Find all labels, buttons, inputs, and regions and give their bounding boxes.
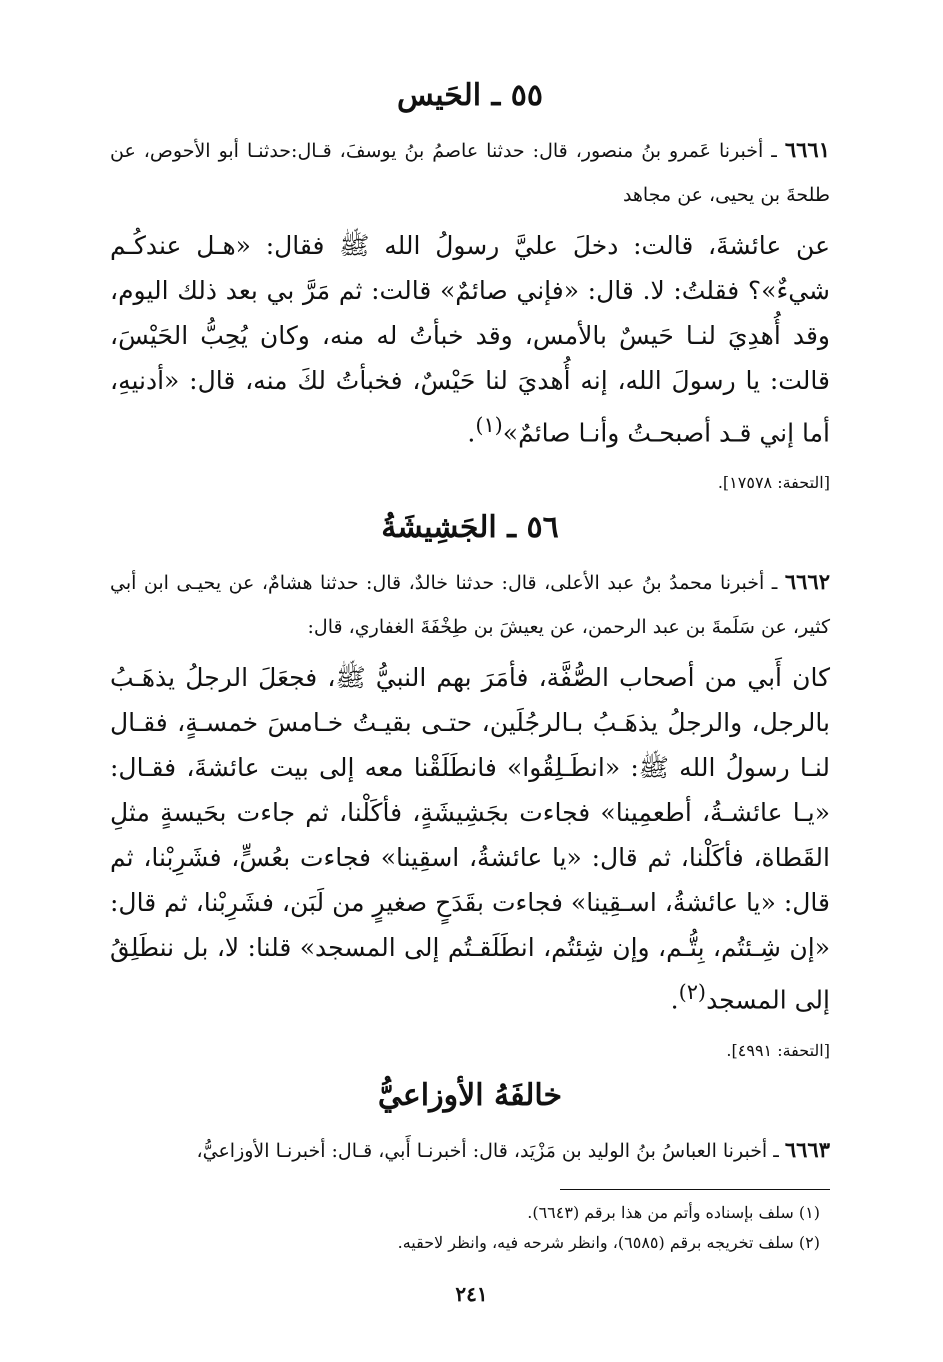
hadith-number: ٦٦٦٣ [784,1136,830,1162]
chapter-separator: ـ [507,510,517,546]
hadith-6662-isnad [110,560,830,649]
footnote-marker: (٢) [798,1232,820,1252]
tuhfa-reference-6661: [التحفة: ١٧٥٧٨]. [717,473,830,493]
chapter-heading-56 [110,510,830,546]
chapter-title: الجَشِيشَةُ [381,510,497,546]
sentence-end: . [670,985,679,1015]
chapter-number: ٥٦ [526,510,559,546]
hadith-6662-text [110,655,830,1022]
chapter-title: الحَيس [396,78,482,113]
hadith-6661-isnad [110,128,830,217]
chapter-separator: ـ [491,78,501,113]
footnote-divider [560,1189,830,1190]
footnote-marker[interactable]: (٢) [678,980,707,1005]
hadith-chain-text: ـ أخبرنا العباسُ بنُ الوليد بن مَزْيَد، قال: أخبرنـا أَبي، قـال: أخبرنـا الأوزاعيُّ، [196,1139,779,1162]
section-heading-awzai: خالفَهُ الأوزاعيُّ [377,1077,563,1113]
hadith-6663-isnad [110,1128,830,1173]
hadith-number: ٦٦٦١ [784,137,830,162]
page-number: ٢٤١ [455,1282,488,1306]
chapter-number: ٥٥ [510,78,544,113]
footnote-text: سلف بإسناده وأتم من هذا برقم (٦٦٤٣). [527,1202,794,1222]
hadith-6661-text [110,223,830,455]
chapter-heading-55 [110,78,830,114]
hadith-chain-text: ـ أخبرنا محمدُ بنُ عبد الأعلى، قال: حدثنا خالدٌ، قال: حدثنا هشامٌ، عن يحيـى ابن أبي كثير، عن سَلَمةَ بن عبد الرحمن، عن يعيشَ بن طِخْفَةَ الغفاري، قال: [110,572,830,639]
footnote-text: سلف تخريجه برقم (٦٥٨٥)، وانظر شرحه فيه، وانظر لاحقيه. [397,1232,794,1252]
sentence-end: . [467,418,476,448]
footnote-marker: (١) [798,1202,820,1222]
footnote-marker[interactable]: (١) [475,413,503,437]
footnote-1 [110,1198,820,1228]
hadith-number: ٦٦٦٢ [784,569,830,595]
hadith-body: عن عائشةَ، قالت: دخلَ عليَّ رسولُ الله ﷺ فقال: «هـل عندكُـم شيءٌ»؟ فقلتُ: لا. قال: «فإني صائمٌ» قالت: ثم مَرَّ بي بعد ذلك اليوم، وقد أُهدِيَ لنـا حَيسٌ بالأمس، وقد خبأتُ له منه، وكان يُحِبُّ الحَيْسَ، قالت: يا رسولَ الله، إنه أُهديَ لنا حَيْسٌ، فخبأتُ لكَ منه، قال: «أدنيهِ، أما إني قـد أصبحـتُ وأنـا صائمٌ» [110,231,830,448]
footnote-2 [110,1228,820,1258]
page-body [110,70,830,1258]
tuhfa-reference-6662: [التحفة: ٤٩٩١]. [726,1040,830,1060]
hadith-body: كان أَبي من أصحاب الصُّفَّة، فأمَرَ بهم النبيُّ ﷺ، فجعَلَ الرجلُ يذهَـبُ بالرجل، والرجلُ يذهَـبُ بـالرجُلَين، حتـى بقيـتُ خـامسَ خمسـةٍ، فقـال لنـا رسولُ الله ﷺ: «انطَـلِقُوا» فانطَلَقْنا معه إلى بيت عائشةَ، فقـال: «يـا عائشـةُ، أطعمِينا» فجاءت بجَشِيشَةٍ، فأكَلْنا، ثم جاءت بحَيسةٍ مثلِ القَطاة، فأكَلْنا، ثم قال: «يا عائشةُ، اسقِينا» فجاءت بعُسٍّ، فشَرِبْنا، ثم قال: «يا عائشةُ، اسـقِينا» فجاءت بقَدَحٍ صغيرٍ من لَبَن، فشَرِبْنا، ثم قال: «إن شِـئتُم، بِتُّـم، وإن شِئتُم، انطَلَقـتُم إلى المسجد» قلنا: لا، بل ننطَلِقُ إلى المسجد [110,663,830,1015]
hadith-chain-text: ـ أخبرنا عَمرو بنُ منصور، قال: حدثنا عاصمُ بنُ يوسفَ، قـال:حدثنـا أبو الأحوص، عن طلحةَ بن يحيى، عن مجاهد [110,140,830,206]
